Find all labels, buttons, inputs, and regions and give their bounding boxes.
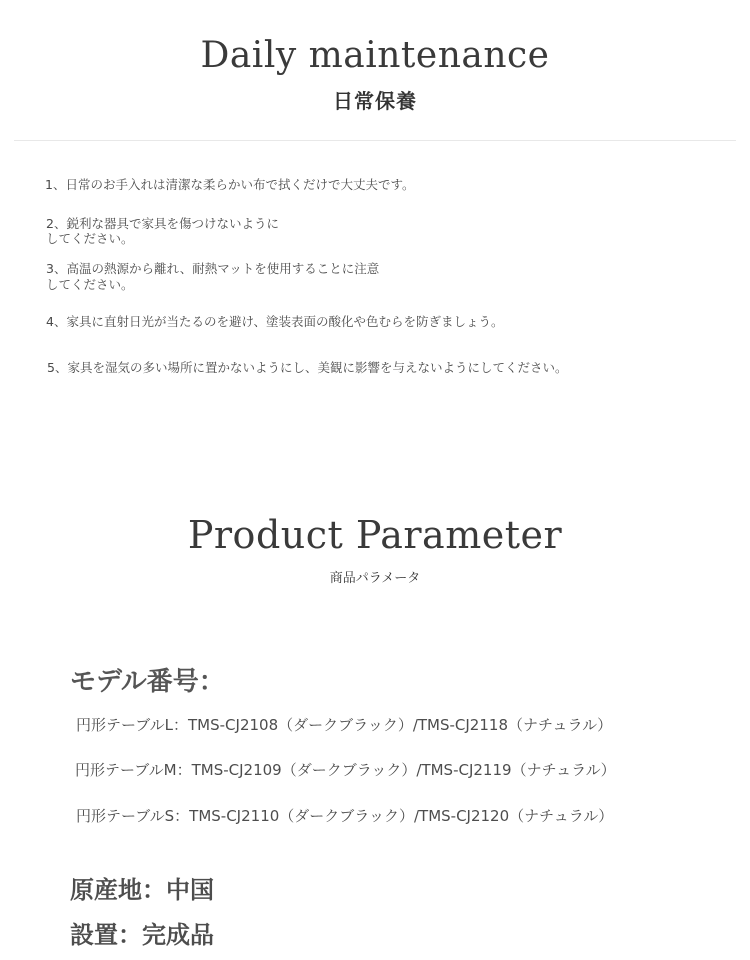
section-divider (14, 140, 736, 141)
model-line-small: 円形テーブルS：TMS-CJ2110（ダークブラック）/TMS-CJ2120（ナチュラル） (76, 807, 614, 825)
maintenance-item-5 (47, 360, 567, 375)
installation-text: 設置：完成品 (70, 921, 214, 949)
maintenance-item-2-line-2: してください。 (46, 231, 134, 246)
model-line-large: 円形テーブルL：TMS-CJ2108（ダークブラック）/TMS-CJ2118（ナチュラル） (76, 716, 613, 734)
maintenance-item-5-line-1: 5、家具を湿気の多い場所に置かないようにし、美観に影響を与えないようにしてください。 (47, 360, 568, 375)
model-line-medium: 円形テーブルM：TMS-CJ2109（ダークブラック）/TMS-CJ2119（ナチュラル） (75, 761, 616, 779)
maintenance-item-2 (46, 216, 279, 246)
maintenance-item-3 (46, 261, 379, 293)
maintenance-item-3-line-1: 3、高温の熱源から離れ、耐熱マットを使用することに注意 (46, 261, 380, 276)
origin-text: 原産地：中国 (70, 876, 214, 904)
model-number-heading: モデル番号： (70, 667, 225, 697)
parameter-title-ja: 商品パラメータ (329, 571, 421, 586)
maintenance-item-1 (45, 177, 414, 192)
maintenance-item-4-line-1: 4、家具に直射日光が当たるのを避け、塗装表面の酸化や色むらを防ぎましょう。 (46, 314, 504, 329)
maintenance-item-3-line-2: してください。 (46, 277, 134, 292)
maintenance-title-en: Daily maintenance (200, 35, 550, 76)
maintenance-title-ja: 日常保養 (333, 89, 417, 113)
maintenance-item-2-line-1: 2、鋭利な器具で家具を傷つけないように (46, 216, 279, 231)
maintenance-item-1-line-1: 1、日常のお手入れは清潔な柔らかい布で拭くだけで大丈夫です。 (45, 177, 415, 192)
maintenance-item-4 (46, 314, 503, 329)
parameter-title-en: Product Parameter (187, 513, 563, 557)
